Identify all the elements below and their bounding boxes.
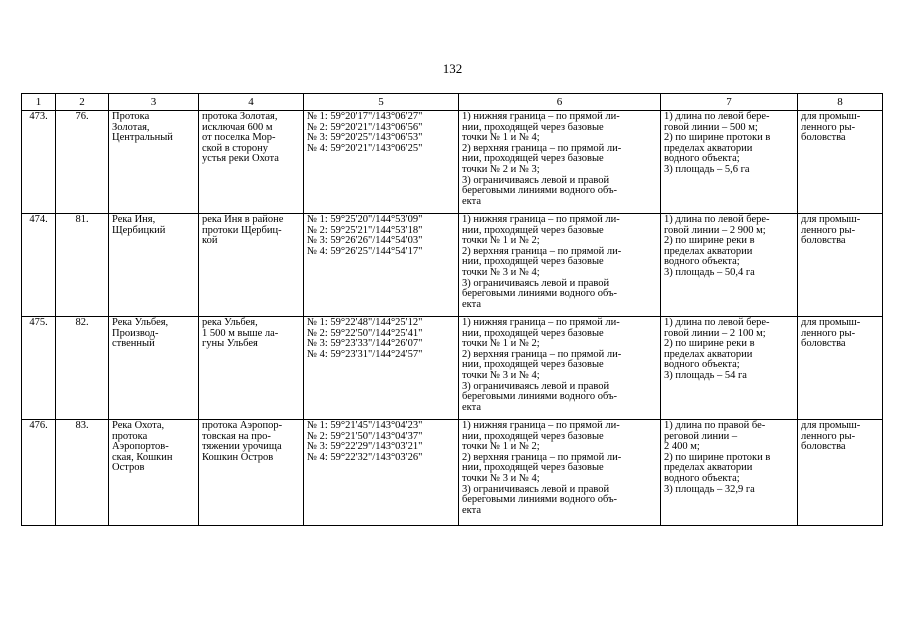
table-row [22, 420, 883, 526]
site-boundaries: 1) нижняя граница – по прямой ли- нии, проходящей через базовые точки № 1 и № 2; 2) верхняя граница – по прямой ли- нии, проходящей через базовые точки № 3 и № 4; 3) ограничиваясь левой и правой береговыми линиями водного объ- екта [459, 420, 661, 526]
row-number: 476. [22, 420, 56, 526]
row-number: 473. [22, 111, 56, 214]
site-location: протока Аэропор- товская на про- тяжении урочища Кошкин Остров [199, 420, 304, 526]
column-header: 5 [304, 94, 459, 111]
column-header: 8 [798, 94, 883, 111]
site-name: Река Ульбея, Производ- ственный [109, 317, 199, 420]
register-table [21, 93, 883, 526]
row-number: 474. [22, 214, 56, 317]
base-point-coordinates: № 1: 59°21'45"/143°04'23" № 2: 59°21'50"/143°04'37" № 3: 59°22'29"/143°03'21" № 4: 59°22'32"/143°03'26" [304, 420, 459, 526]
site-location: река Иня в районе протоки Щербиц- кой [199, 214, 304, 317]
page-number: 132 [442, 61, 463, 76]
column-header: 4 [199, 94, 304, 111]
column-header: 3 [109, 94, 199, 111]
base-point-coordinates: № 1: 59°22'48"/144°25'12" № 2: 59°22'50"/144°25'41" № 3: 59°23'33"/144°26'07" № 4: 59°23'31"/144°24'57" [304, 317, 459, 420]
base-point-coordinates: № 1: 59°20'17"/143°06'27" № 2: 59°20'21"/143°06'56" № 3: 59°20'25"/143°06'53" № 4: 59°20'21"/143°06'25" [304, 111, 459, 214]
site-purpose: для промыш- ленного ры- боловства [798, 420, 883, 526]
site-name: Река Охота, протока Аэропортов- ская, Кошкин Остров [109, 420, 199, 526]
site-purpose: для промыш- ленного ры- боловства [798, 317, 883, 420]
table-row [22, 214, 883, 317]
table-row [22, 111, 883, 214]
site-dimensions: 1) длина по левой бере- говой линии – 500 м; 2) по ширине протоки в пределах акватории водного объекта; 3) площадь – 5,6 га [661, 111, 798, 214]
site-dimensions: 1) длина по левой бере- говой линии – 2 900 м; 2) по ширине реки в пределах акватории водного объекта; 3) площадь – 50,4 га [661, 214, 798, 317]
site-location: река Ульбея, 1 500 м выше ла- гуны Ульбея [199, 317, 304, 420]
table-row [22, 317, 883, 420]
column-header: 1 [22, 94, 56, 111]
base-point-coordinates: № 1: 59°25'20"/144°53'09" № 2: 59°25'21"/144°53'18" № 3: 59°26'26"/144°54'03" № 4: 59°26'25"/144°54'17" [304, 214, 459, 317]
site-dimensions: 1) длина по правой бе- реговой линии – 2 400 м; 2) по ширине протоки в пределах акватории водного объекта; 3) площадь – 32,9 га [661, 420, 798, 526]
column-header: 2 [56, 94, 109, 111]
site-name: Протока Золотая, Центральный [109, 111, 199, 214]
column-header: 6 [459, 94, 661, 111]
column-header: 7 [661, 94, 798, 111]
header-row [22, 94, 883, 111]
site-number: 82. [56, 317, 109, 420]
site-name: Река Иня, Щербицкий [109, 214, 199, 317]
site-number: 81. [56, 214, 109, 317]
row-number: 475. [22, 317, 56, 420]
site-boundaries: 1) нижняя граница – по прямой ли- нии, проходящей через базовые точки № 1 и № 2; 2) верхняя граница – по прямой ли- нии, проходящей через базовые точки № 3 и № 4; 3) ограничиваясь левой и правой береговыми линиями водного объ- екта [459, 214, 661, 317]
site-boundaries: 1) нижняя граница – по прямой ли- нии, проходящей через базовые точки № 1 и № 4; 2) верхняя граница – по прямой ли- нии, проходящей через базовые точки № 2 и № 3; 3) ограничиваясь левой и правой береговыми линиями водного объ- екта [459, 111, 661, 214]
site-purpose: для промыш- ленного ры- боловства [798, 111, 883, 214]
site-location: протока Золотая, исключая 600 м от поселка Мор- ской в сторону устья реки Охота [199, 111, 304, 214]
site-number: 83. [56, 420, 109, 526]
site-number: 76. [56, 111, 109, 214]
site-dimensions: 1) длина по левой бере- говой линии – 2 100 м; 2) по ширине реки в пределах акватории водного объекта; 3) площадь – 54 га [661, 317, 798, 420]
site-purpose: для промыш- ленного ры- боловства [798, 214, 883, 317]
site-boundaries: 1) нижняя граница – по прямой ли- нии, проходящей через базовые точки № 1 и № 2; 2) верхняя граница – по прямой ли- нии, проходящей через базовые точки № 3 и № 4; 3) ограничиваясь левой и правой береговыми линиями водного объ- екта [459, 317, 661, 420]
